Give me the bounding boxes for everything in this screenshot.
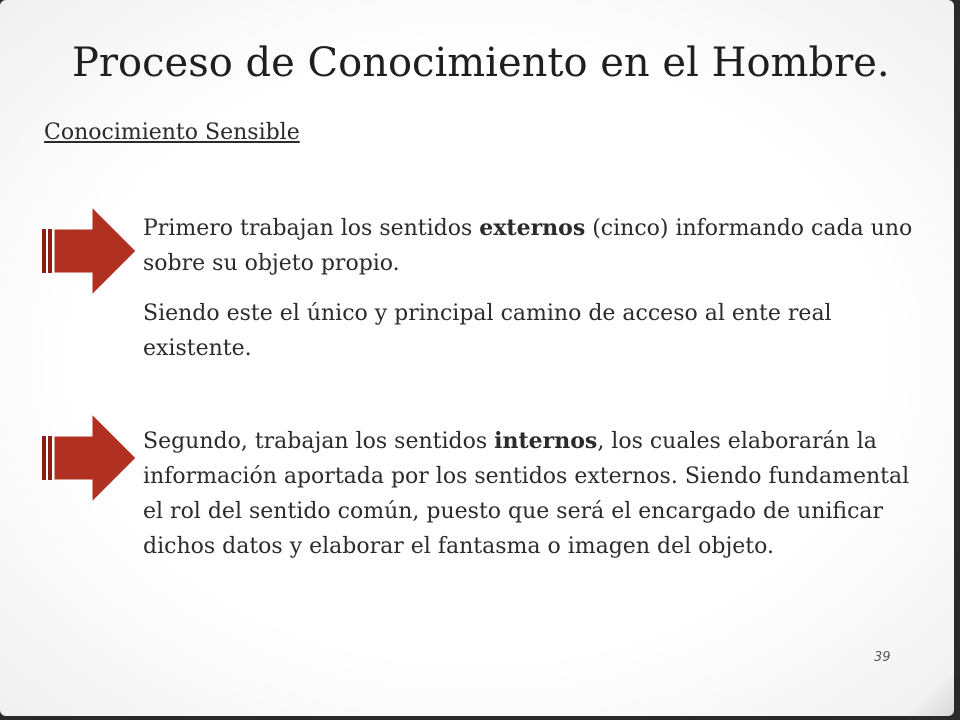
section-subtitle: Conocimiento Sensible — [44, 120, 300, 145]
page-curl-decoration — [894, 676, 954, 716]
paragraph-access-path: Siendo este el único y principal camino de acceso al ente real existente. — [143, 301, 832, 361]
paragraph-3-text-a: Segundo, trabajan los sentidos — [143, 429, 495, 454]
paragraph-1-text-b: (cinco) informando cada uno sobre su objeto propio. — [143, 216, 913, 276]
paragraph-1-bold: externos — [479, 215, 586, 241]
page-number: 39 — [874, 650, 891, 665]
paragraph-3-bold: internos — [494, 428, 598, 454]
slide-title: Proceso de Conocimiento en el Hombre. — [72, 40, 890, 86]
paragraph-3-text-b: , los cuales elaborarán la información aportada por los sentidos externos. Siendo fundamental el rol del sentido común, puesto que será el encargado de unificar dichos datos y elaborar el fantasma o imagen del objeto. — [143, 429, 910, 559]
right-arrow-icon — [42, 205, 138, 297]
right-arrow-icon — [42, 412, 138, 504]
paragraph-1-text-a: Primero trabajan los sentidos — [143, 216, 480, 241]
paragraph-internal-senses — [143, 424, 933, 564]
paragraph-external-senses — [143, 211, 933, 281]
